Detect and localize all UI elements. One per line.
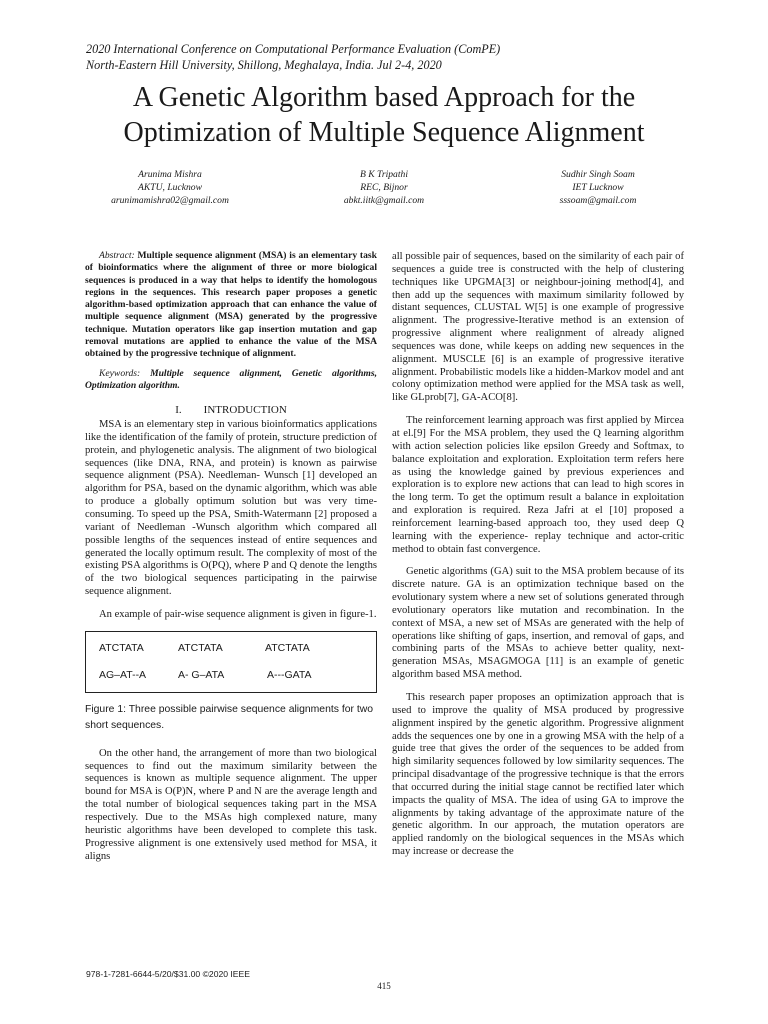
author-name: B K Tripathi xyxy=(360,169,408,180)
alignment-top-3: ATCTATA xyxy=(265,641,310,654)
conference-name: 2020 International Conference on Computational Performance Evaluation (ComPE) xyxy=(86,42,501,56)
abstract-text: Multiple sequence alignment (MSA) is an elementary task of bioinformatics where the alignment of three or more biological sequences is produced in a way that helps to identify the homologous regions in the sequences. This research paper proposes a genetic algorithm-based optimization approach that can enhance the value of multiple sequence alignment (MSA) generated by the progressive technique. Mutation operators like gap insertion mutation and gap removal mutations are applied to enhance the value of the MSA obtained by the progressive technique of alignment. xyxy=(85,250,377,360)
conference-venue: North-Eastern Hill University, Shillong, Meghalaya, India. Jul 2-4, 2020 xyxy=(86,58,442,72)
author-name: Arunima Mishra xyxy=(138,169,202,180)
right-paragraph-3: Genetic algorithms (GA) suit to the MSA problem because of its discrete nature. GA is an optimization technique based on the evolutionary system where a new set of solutions generated through evolutionary operators like mutation and recombination. In the context of MSA, a new set of MSAs are generated with the help of operations like shifting of gaps, insertion, and removal of gaps, and combining parts of the MSAs to achieve better quality, next-generation MSAs, MSAGMOGA [11] is an example of genetic algorithm based MSA method. xyxy=(392,566,684,681)
intro-paragraph-2: An example of pair-wise sequence alignment is given in figure-1. xyxy=(99,608,377,620)
author-name: Sudhir Singh Soam xyxy=(561,169,635,180)
right-paragraph-1: all possible pair of sequences, based on the similarity of each pair of sequences a guide tree is constructed with the help of clustering techniques like UPGMA[3] or neighbour-joining method[4], and then add up the sequences with maximum similarity followed by distant sequences, CLUSTAL W[5] is one example of progressive alignment. The progressive-Iterative method is an extension of progressive alignment where realignment of already aligned sequences was done, while keeps on adding new sequences in the alignment. MUSCLE [6] is an example of progressive iterative alignment. Probabilistic models like a hidden-Markov model and ant colony optimization method were applied for the MSA task as well, like GLprob[7], GA-ACO[8]. xyxy=(392,251,684,404)
right-column xyxy=(392,251,684,859)
right-paragraph-4: This research paper proposes an optimization approach that is used to improve the quality of MSA produced by progressive alignment inspired by the genetic algorithm. Progressive alignment adds the sequences one by one in a growing MSA with the help of a guide tree that gives the order of the sequences to be added from high similarity sequences followed by low similarity sequences. The principal disadvantage of the progressive technique is that the errors that occurred during the initial stage cannot be rectified later which impacts the quality of MSA. The idea of using GA to improve the alignments by taking advantage of the approximate nature of the genetic algorithm. In our approach, the mutation operators are applied randomly on the biological sequences in the MSAs which may increase or decrease the xyxy=(392,692,684,858)
author-email[interactable]: arunimamishra02@gmail.com xyxy=(111,195,229,206)
title-line-2: Optimization of Multiple Sequence Alignment xyxy=(123,117,645,148)
author-affiliation: AKTU, Lucknow xyxy=(138,182,202,193)
abstract xyxy=(85,250,377,361)
author-email[interactable]: sssoam@gmail.com xyxy=(559,195,637,206)
section-heading-introduction xyxy=(85,404,377,417)
alignment-top-1: ATCTATA xyxy=(99,641,144,654)
keywords-label: Keywords: xyxy=(99,367,141,379)
alignment-bottom-2: A- G–ATA xyxy=(178,668,225,681)
left-column xyxy=(85,250,377,863)
author-affiliation: IET Lucknow xyxy=(572,182,624,193)
author-2 xyxy=(284,168,484,207)
author-affiliation: REC, Bijnor xyxy=(360,182,408,193)
keywords xyxy=(85,368,377,393)
page-number: 415 xyxy=(377,981,391,991)
section-title: INTRODUCTION xyxy=(203,404,287,417)
copyright-footer: 978-1-7281-6644-5/20/$31.00 ©2020 IEEE xyxy=(86,969,251,979)
section-number: I. xyxy=(175,404,182,417)
paper-title xyxy=(60,80,708,150)
intro-paragraph-1: MSA is an elementary step in various bioinformatics applications like the identification of the family of protein, structure prediction of protein, and phylogenetic analysis. The alignment of two biological sequences (like DNA, RNA, and protein) is known as pairwise sequence alignment (PSA). Needleman- Wunsch [1] developed an algorithm for PSA, based on the dynamic algorithm, which was able to produce a globally optimum solution but was very time-consuming. To speed up the PSA, Smith-Watermann [2] proposed a variant of Needleman -Wunsch algorithm which compared all possible lengths of the sequences instead of entire sequences and generated the locally optimum result. The complexity of most of the existing PSA algorithms is O(PQ), where P and Q denote the lengths of the two biological sequences participating in the pairwise sequence alignment. xyxy=(85,419,377,598)
figure-1-caption: Figure 1: Three possible pairwise sequence alignments for two short sequences. xyxy=(85,703,374,731)
figure-1-alignment-box xyxy=(85,631,377,693)
alignment-bottom-1: AG–AT--A xyxy=(99,668,147,681)
title-line-1: A Genetic Algorithm based Approach for the xyxy=(132,82,636,113)
author-block xyxy=(70,168,698,207)
author-3 xyxy=(498,168,698,207)
alignment-top-2: ATCTATA xyxy=(178,641,223,654)
alignment-bottom-3: A---GATA xyxy=(267,668,312,681)
conference-header xyxy=(86,41,706,73)
abstract-label: Abstract: xyxy=(99,250,135,261)
keywords-text: Multiple sequence alignment, Genetic algorithms, Optimization algorithm. xyxy=(85,367,377,391)
author-1 xyxy=(70,168,270,207)
right-paragraph-2: The reinforcement learning approach was first applied by Mircea at el.[9] For the MSA problem, they used the Q learning algorithm with action selection policies like epsilon Greedy and Softmax, to balance exploitation and exploration. Exploitation term refers here as using the knowledge gained by previous experiences and exploration is to explore new actions that can lead to high scores in the long term. To get the optimum result a balance in exploitation and exploration is required. Reza Jafri at el [10] proposed a reinforcement learning-based approach too, they used deep Q learning with the experience- replay technique and actor-critic method to obtain fast convergence. xyxy=(392,415,684,555)
author-email[interactable]: abkt.iitk@gmail.com xyxy=(343,195,425,206)
intro-paragraph-3: On the other hand, the arrangement of more than two biological sequences to find out the maximum similarity between the sequences is known as multiple sequence alignment. The upper bound for MSA is O(P)N, where P and N are the average length and the total number of biological sequences taking part in the MSA respectively. Due to the MSAs high complexed nature, many heuristic algorithms have been developed to complete this task. Progressive alignment is one extensively used method for MSA, it aligns xyxy=(85,747,377,862)
